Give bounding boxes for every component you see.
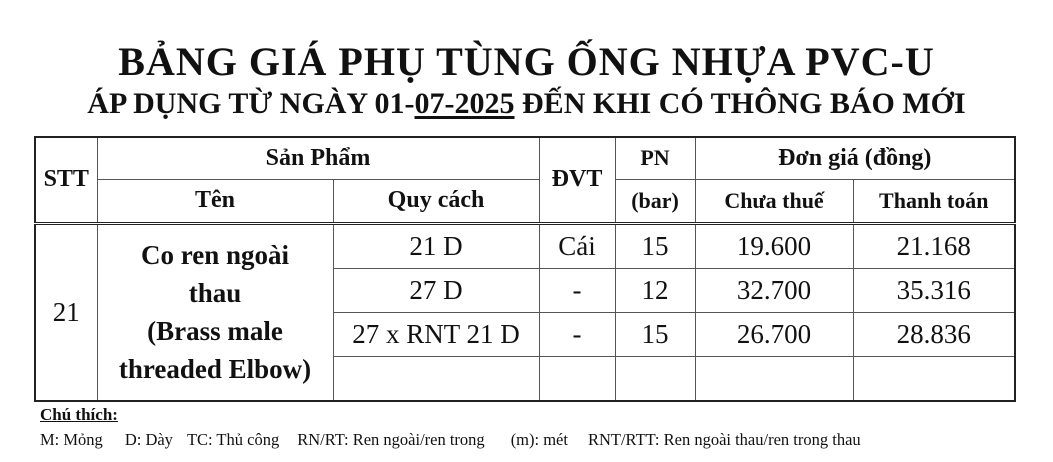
cell-spec — [333, 356, 539, 401]
note-item: D: Dày — [124, 430, 173, 449]
notes-legend — [40, 430, 861, 450]
cell-spec: 27 D — [333, 268, 539, 312]
header-stt: STT — [35, 137, 97, 223]
cell-before-tax: 19.600 — [695, 223, 853, 268]
cell-spec: 21 D — [333, 223, 539, 268]
cell-total: 28.836 — [853, 312, 1015, 356]
header-name: Tên — [97, 179, 333, 223]
note-item: TC: Thủ công — [186, 430, 280, 449]
header-pn: PN — [615, 137, 695, 179]
product-name-line: thau — [188, 278, 242, 308]
header-spec: Quy cách — [333, 179, 539, 223]
subtitle-date: 07-2025 — [414, 87, 515, 120]
product-name-line: threaded Elbow) — [118, 354, 312, 384]
cell-total — [853, 356, 1015, 401]
cell-pn: 15 — [615, 223, 695, 268]
header-pn-unit: (bar) — [615, 179, 695, 223]
cell-before-tax: 26.700 — [695, 312, 853, 356]
cell-unit — [539, 356, 615, 401]
note-item: RN/RT: Ren ngoài/ren trong — [297, 430, 485, 449]
product-name-line: Co ren ngoài — [140, 240, 289, 270]
cell-total: 21.168 — [853, 223, 1015, 268]
subtitle-suffix: ĐẾN KHI CÓ THÔNG BÁO MỚI — [514, 87, 966, 120]
cell-unit: - — [539, 312, 615, 356]
table-row — [35, 223, 1015, 268]
cell-spec: 27 x RNT 21 D — [333, 312, 539, 356]
header-unit: ĐVT — [539, 137, 615, 223]
note-item: RNT/RTT: Ren ngoài thau/ren trong thau — [587, 430, 861, 449]
note-item: M: Mỏng — [40, 430, 103, 449]
cell-pn: 15 — [615, 312, 695, 356]
price-table — [34, 136, 1016, 402]
product-name-line: (Brass male — [147, 316, 283, 346]
header-product: Sản Phẩm — [97, 137, 539, 179]
page-title: BẢNG GIÁ PHỤ TÙNG ỐNG NHỰA PVC-U — [118, 39, 935, 84]
cell-total: 35.316 — [853, 268, 1015, 312]
cell-pn: 12 — [615, 268, 695, 312]
cell-pn — [615, 356, 695, 401]
effective-date-subtitle — [0, 84, 1053, 124]
subtitle-prefix: ÁP DỤNG TỪ NGÀY 01- — [87, 87, 415, 120]
cell-before-tax — [695, 356, 853, 401]
header-total: Thanh toán — [853, 179, 1015, 223]
row-stt: 21 — [35, 223, 97, 401]
header-before-tax: Chưa thuế — [695, 179, 853, 223]
cell-unit: - — [539, 268, 615, 312]
note-item: (m): mét — [510, 430, 568, 449]
cell-unit: Cái — [539, 223, 615, 268]
cell-before-tax: 32.700 — [695, 268, 853, 312]
header-price: Đơn giá (đồng) — [695, 137, 1015, 179]
notes-title: Chú thích: — [40, 405, 118, 424]
product-name — [97, 223, 333, 401]
